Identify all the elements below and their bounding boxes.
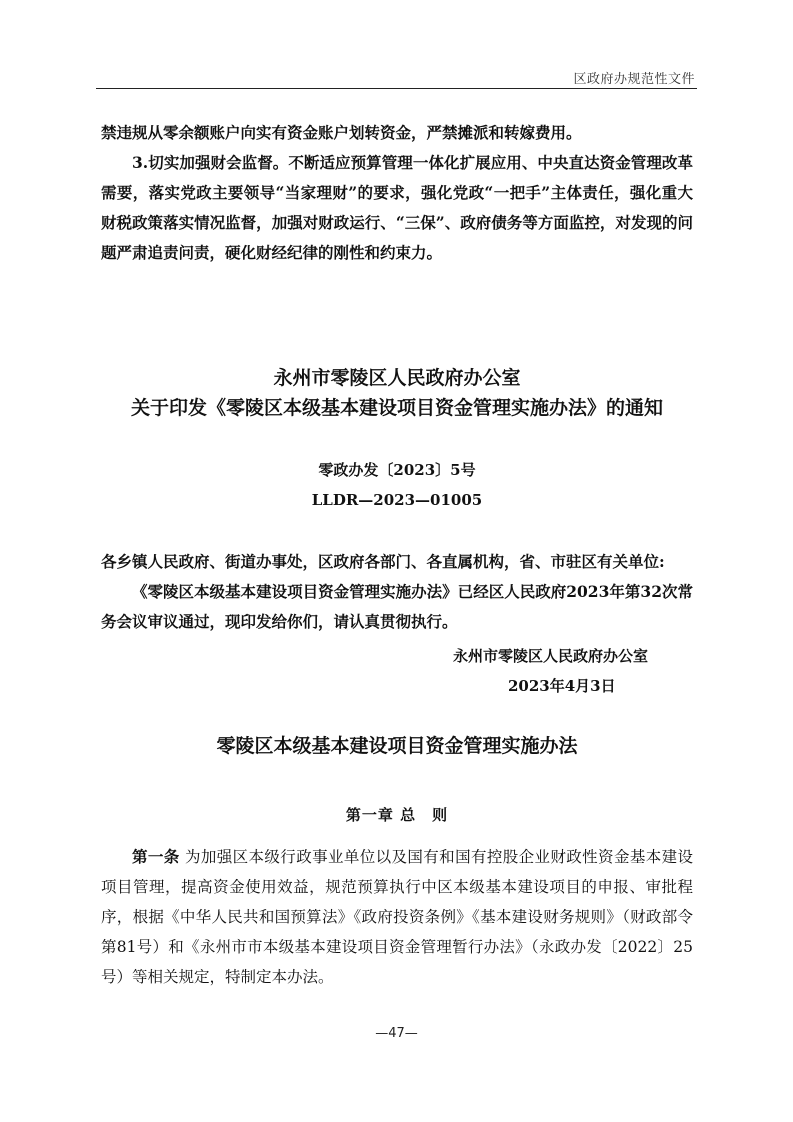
previous-section-text — [101, 118, 693, 268]
notice-date: 2023年4月3日 — [508, 677, 616, 695]
notice-signer: 永州市零陵区人民政府办公室 — [453, 647, 649, 665]
page-number: —47— — [375, 1026, 418, 1041]
document-numbers — [101, 455, 693, 515]
measures-title: 零陵区本级基本建设项目资金管理实施办法 — [216, 735, 578, 757]
article-1 — [101, 842, 693, 992]
registration-number: LLDR—2023—01005 — [311, 491, 483, 509]
article-1-text: 为加强区本级行政事业单位以及国有和国有控股企业财政性资金基本建设项目管理，提高资金使用效益，规范预算执行中区本级基本建设项目的申报、审批程序，根据《中华人民共和国预算法》《政府投资条例》《基本建设财务规则》（财政部令第81号）和《永州市市本级基本建设项目资金管理暂行办法》（永政办发〔2022〕25号）等相关规定，特制定本办法。 — [101, 848, 693, 986]
notice-body — [101, 547, 693, 637]
header-divider — [96, 88, 697, 89]
notice-title — [101, 363, 693, 423]
notice-title-line-2: 关于印发《零陵区本级基本建设项目资金管理实施办法》的通知 — [130, 397, 663, 419]
article-1-lead: 第一条 — [132, 847, 180, 866]
article-1-paragraph — [101, 842, 693, 992]
notice-title-line-1: 永州市零陵区人民政府办公室 — [273, 367, 521, 389]
notice-recipients: 各乡镇人民政府、街道办事处，区政府各部门、各直属机构，省、市驻区有关单位: — [101, 552, 665, 571]
paragraph-item-3: 3.切实加强财会监督。不断适应预算管理一体化扩展应用、中央直达资金管理改革需要，落实党政主要领导“当家理财”的要求，强化党政“一把手”主体责任，强化重大财税政策落实情况监督，加强对财政运行、“三保”、政府债务等方面监控，对发现的问题严肃追责问责，硬化财经纪律的刚性和约束力。 — [101, 153, 693, 262]
notice-body-text: 《零陵区本级基本建设项目资金管理实施办法》已经区人民政府2023年第32次常务会议审议通过，现印发给你们，请认真贯彻执行。 — [101, 582, 693, 631]
running-header: 区政府办规范性文件 — [573, 72, 695, 87]
chapter-1-title: 第一章 总 则 — [345, 806, 449, 824]
paragraph-continuation: 禁违规从零余额账户向实有资金账户划转资金，严禁摊派和转嫁费用。 — [101, 123, 582, 142]
document-number: 零政办发〔2023〕5号 — [318, 461, 476, 479]
